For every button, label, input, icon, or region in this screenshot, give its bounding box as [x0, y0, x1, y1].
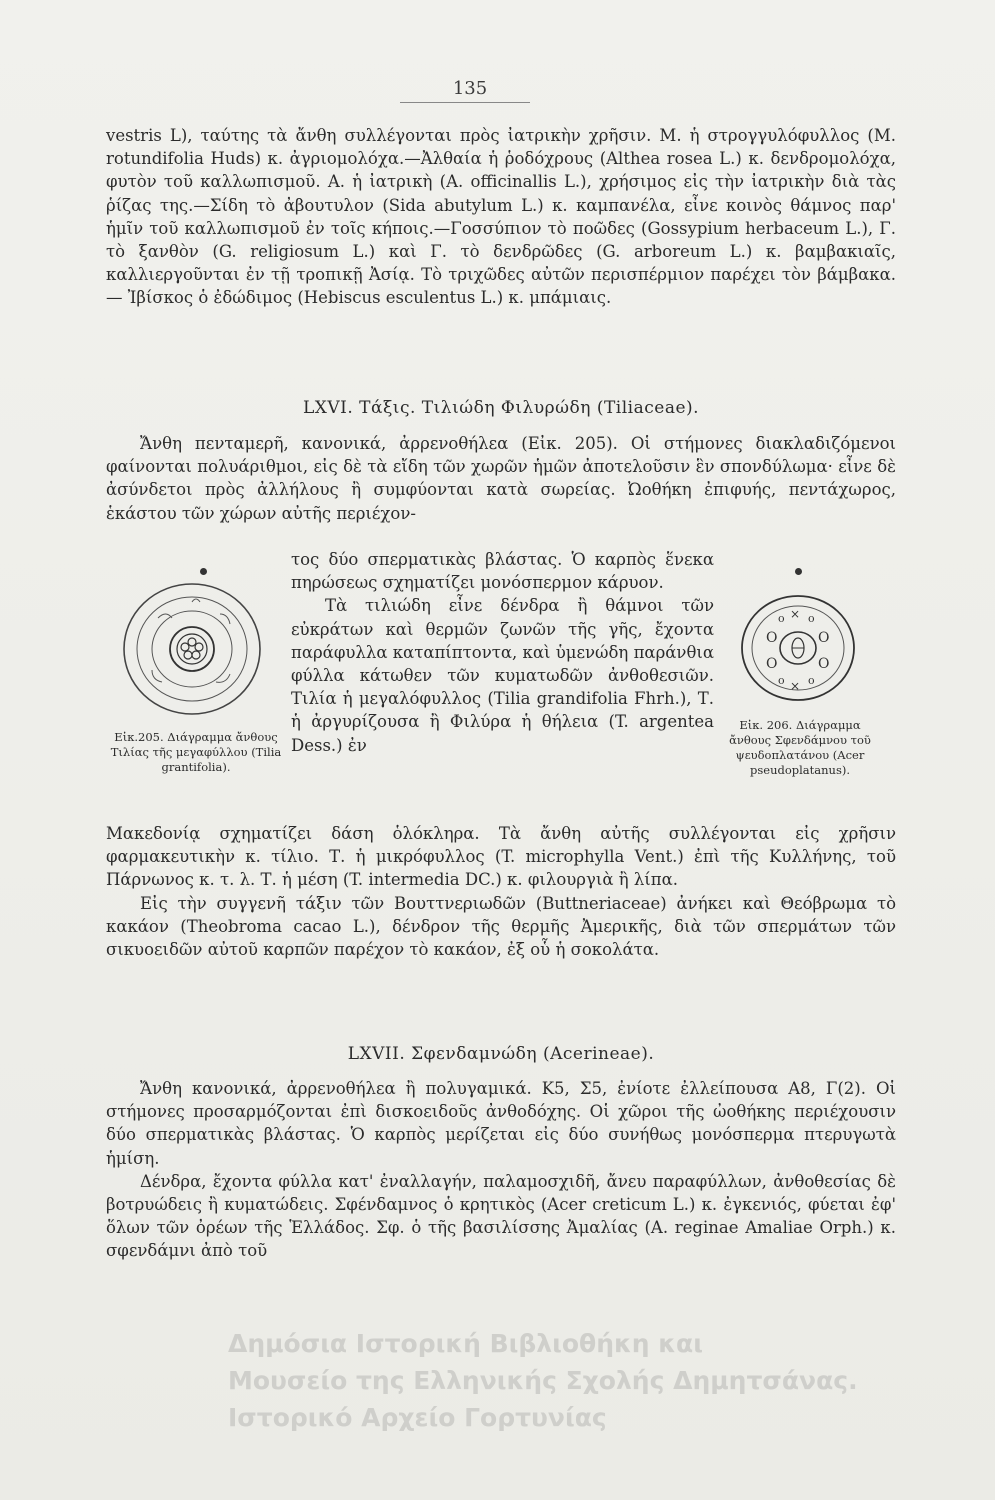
section-66-intro: Ἄνθη πενταμερῆ, κανονικά, ἀρρενοθήλεα (Εἰκ. 205). Οἱ στήμονες διακλαδιζόμενοι φαίνονται πολυάριθμοι, εἰς δὲ τὰ εἴδη τῶν χωρῶν ἡμῶν ἀποτελοῦσιν ἓν σπονδύλωμα· εἶνε δὲ ἀσύνδετοι πρὸς ἀλλήλους ἢ συμφύονται κατὰ σωρείας. Ὠοθήκη ἐπιφυής, πεντάχωρος, ἑκάστου τῶν χώρων αὐτῆς περιέχον-: [106, 434, 896, 523]
figure-206-flower-diagram: [738, 592, 858, 704]
figure-205-marker: [200, 568, 207, 575]
svg-text:o: o: [808, 674, 815, 687]
section-66-intro-block: [106, 432, 896, 525]
section-66-middle-block: [291, 548, 714, 757]
section-66-middle-a: τος δύο σπερματικὰς βλάστας. Ὁ καρπὸς ἕνεκα πηρώσεως σχηματίζει μονόσπερμον κάρυον.: [291, 550, 714, 593]
section-66-buttneriaceae: Εἰς τὴν συγγενῆ τάξιν τῶν Βουττνεριωδῶν (Buttneriaceae) ἀνήκει καὶ Θεόβρωμα τὸ κακάον (Theobroma cacao L.), δένδρον τῆς θερμῆς Ἀμερικῆς, διὰ τῶν σπερμάτων τῶν σικυοειδῶν αὐτοῦ καρπῶν παρέχον τὸ κακάον, ἐξ οὗ ἡ σοκολάτα.: [106, 893, 896, 960]
svg-text:o: o: [808, 612, 815, 625]
top-paragraph-block: [106, 124, 896, 310]
header-rule: [400, 102, 530, 103]
section-67-heading-block: [106, 1043, 896, 1066]
section-67-heading: LXVII. Σφενδαμνώδη (Acerineae).: [347, 1044, 655, 1064]
svg-text:O: O: [766, 630, 778, 646]
figure-205-caption: Εἰκ.205. Διάγραμμα ἄνθους Τιλίας τῆς μεγαφύλλου (Tilia grantifolia).: [110, 730, 282, 774]
watermark-line-2: Μουσείο της Ελληνικής Σχολής Δημητσάνας.: [228, 1366, 858, 1395]
section-67-species: Δένδρα, ἔχοντα φύλλα κατ' ἐναλλαγήν, παλαμοσχιδῆ, ἄνευ παραφύλλων, ἀνθοθεσίας δὲ βοτρυώδεις ἢ κυματώδεις. Σφένδαμνος ὁ κρητικὸς (Acer creticum L.) κ. ἐγκενιός, φύεται ἐφ' ὅλων τῶν ὀρέων τῆς Ἑλλάδος. Σφ. ὁ τῆς βασιλίσσης Ἀμαλίας (A. reginae Amaliae Orph.) κ. σφενδάμνι ἀπὸ τοῦ: [106, 1171, 896, 1261]
figure-206-marker: [795, 568, 802, 575]
svg-text:o: o: [778, 612, 785, 625]
section-66-middle-b: Τὰ τιλιώδη εἶνε δένδρα ἢ θάμνοι τῶν εὐκράτων καὶ θερμῶν ζωνῶν τῆς γῆς, ἔχοντα παράφυλλα καταπίπτοντα, καὶ ὑμενώδη παράνθια φύλλα κάτωθεν τῶν κυματωδῶν ἀνθοθεσιῶν. Τιλία ἡ μεγαλόφυλλος (Tilia grandifolia Fhrh.), Τ. ἡ ἀργυρίζουσα ἢ Φιλύρα ἡ θήλεια (T. argentea Dess.) ἐν: [291, 596, 714, 755]
page-number: 135: [452, 78, 488, 99]
section-66-heading: LXVI. Τάξις. Τιλιώδη Φιλυρώδη (Tiliaceae).: [302, 398, 700, 418]
svg-text:o: o: [778, 674, 785, 687]
top-paragraph: vestris L), ταύτης τὰ ἄνθη συλλέγονται πρὸς ἰατρικὴν χρῆσιν. Μ. ἡ στρογγυλόφυλλος (M. rotundifolia Huds) κ. ἀγριομολόχα.—Ἀλθαία ἡ ῥοδόχρους (Althea rosea L.) κ. δενδρομολόχα, φυτὸν τοῦ καλλωπισμοῦ. Α. ἡ ἰατρικὴ (A. officinallis L.), χρήσιμος εἰς τὴν ἰατρικὴν διὰ τὰς ῥίζας της.—Σίδη τὸ ἀβουτυλον (Sida abutylum L.) κ. καμπανέλα, εἶνε κοινὸς θάμνος παρ' ἡμῖν τοῦ καλλωπισμοῦ ἐν τοῖς κήποις.—Γοσσύπιον τὸ ποῶδες (Gossypium herbaceum L.), Γ. τὸ ξανθὸν (G. religiosum L.) καὶ Γ. τὸ δενδρῶδες (G. arboreum L.) κ. βαμβακιαῖς, καλλιεργοῦνται ἐν τῇ τροπικῇ Ἀσίᾳ. Τὸ τριχῶδες αὐτῶν περισπέρμιον παρέχει τὸν βάμβακα. — Ἰβίσκος ὁ ἐδώδιμος (Hebiscus esculentus L.) κ. μπάμιαις.: [106, 126, 896, 308]
svg-text:O: O: [818, 656, 830, 672]
watermark-line-1: Δημόσια Ιστορική Βιβλιοθήκη και: [228, 1329, 703, 1358]
figure-206-caption: Εἰκ. 206. Διάγραμμα ἄνθους Σφενδάμνου τοῦ ψευδοπλατάνου (Acer pseudoplatanus).: [729, 718, 871, 777]
section-66-heading-block: [106, 397, 896, 420]
svg-text:×: ×: [790, 607, 801, 621]
section-67-body-block: [106, 1077, 896, 1263]
section-67-description: Ἄνθη κανονικά, ἀρρενοθήλεα ἢ πολυγαμικά. Κ5, Σ5, ἐνίοτε ἐλλείπουσα Α8, Γ(2). Οἱ στήμονες προσαρμόζονται ἐπὶ δισκοειδοῦς ἀνθοδόχης. Οἱ χῶροι τῆς ὠοθήκης περιέχουσιν δύο σπερματικὰς βλάστας. Ὁ καρπὸς μερίζεται εἰς δύο συνήθως μονόσπερμα πτερυγωτὰ ἡμίση.: [106, 1079, 896, 1168]
section-66-continuation: Μακεδονίᾳ σχηματίζει δάση ὁλόκληρα. Τὰ ἄνθη αὐτῆς συλλέγονται εἰς χρῆσιν φαρμακευτικὴν κ. τίλιο. Τ. ἡ μικρόφυλλος (T. microphylla Vent.) ἐπὶ τῆς Κυλλήνης, τοῦ Πάρνωνος κ. τ. λ. Τ. ἡ μέση (T. intermedia DC.) κ. φιλουργιὰ ἢ λίπα.: [106, 824, 896, 890]
section-66-continuation-block: [106, 822, 896, 961]
watermark-line-3: Ιστορικό Αρχείο Γορτυνίας: [228, 1403, 607, 1432]
figure-205-flower-diagram: [118, 578, 266, 720]
svg-text:O: O: [766, 656, 778, 672]
svg-text:×: ×: [790, 679, 801, 693]
svg-text:O: O: [818, 630, 830, 646]
library-watermark: [228, 1325, 968, 1436]
